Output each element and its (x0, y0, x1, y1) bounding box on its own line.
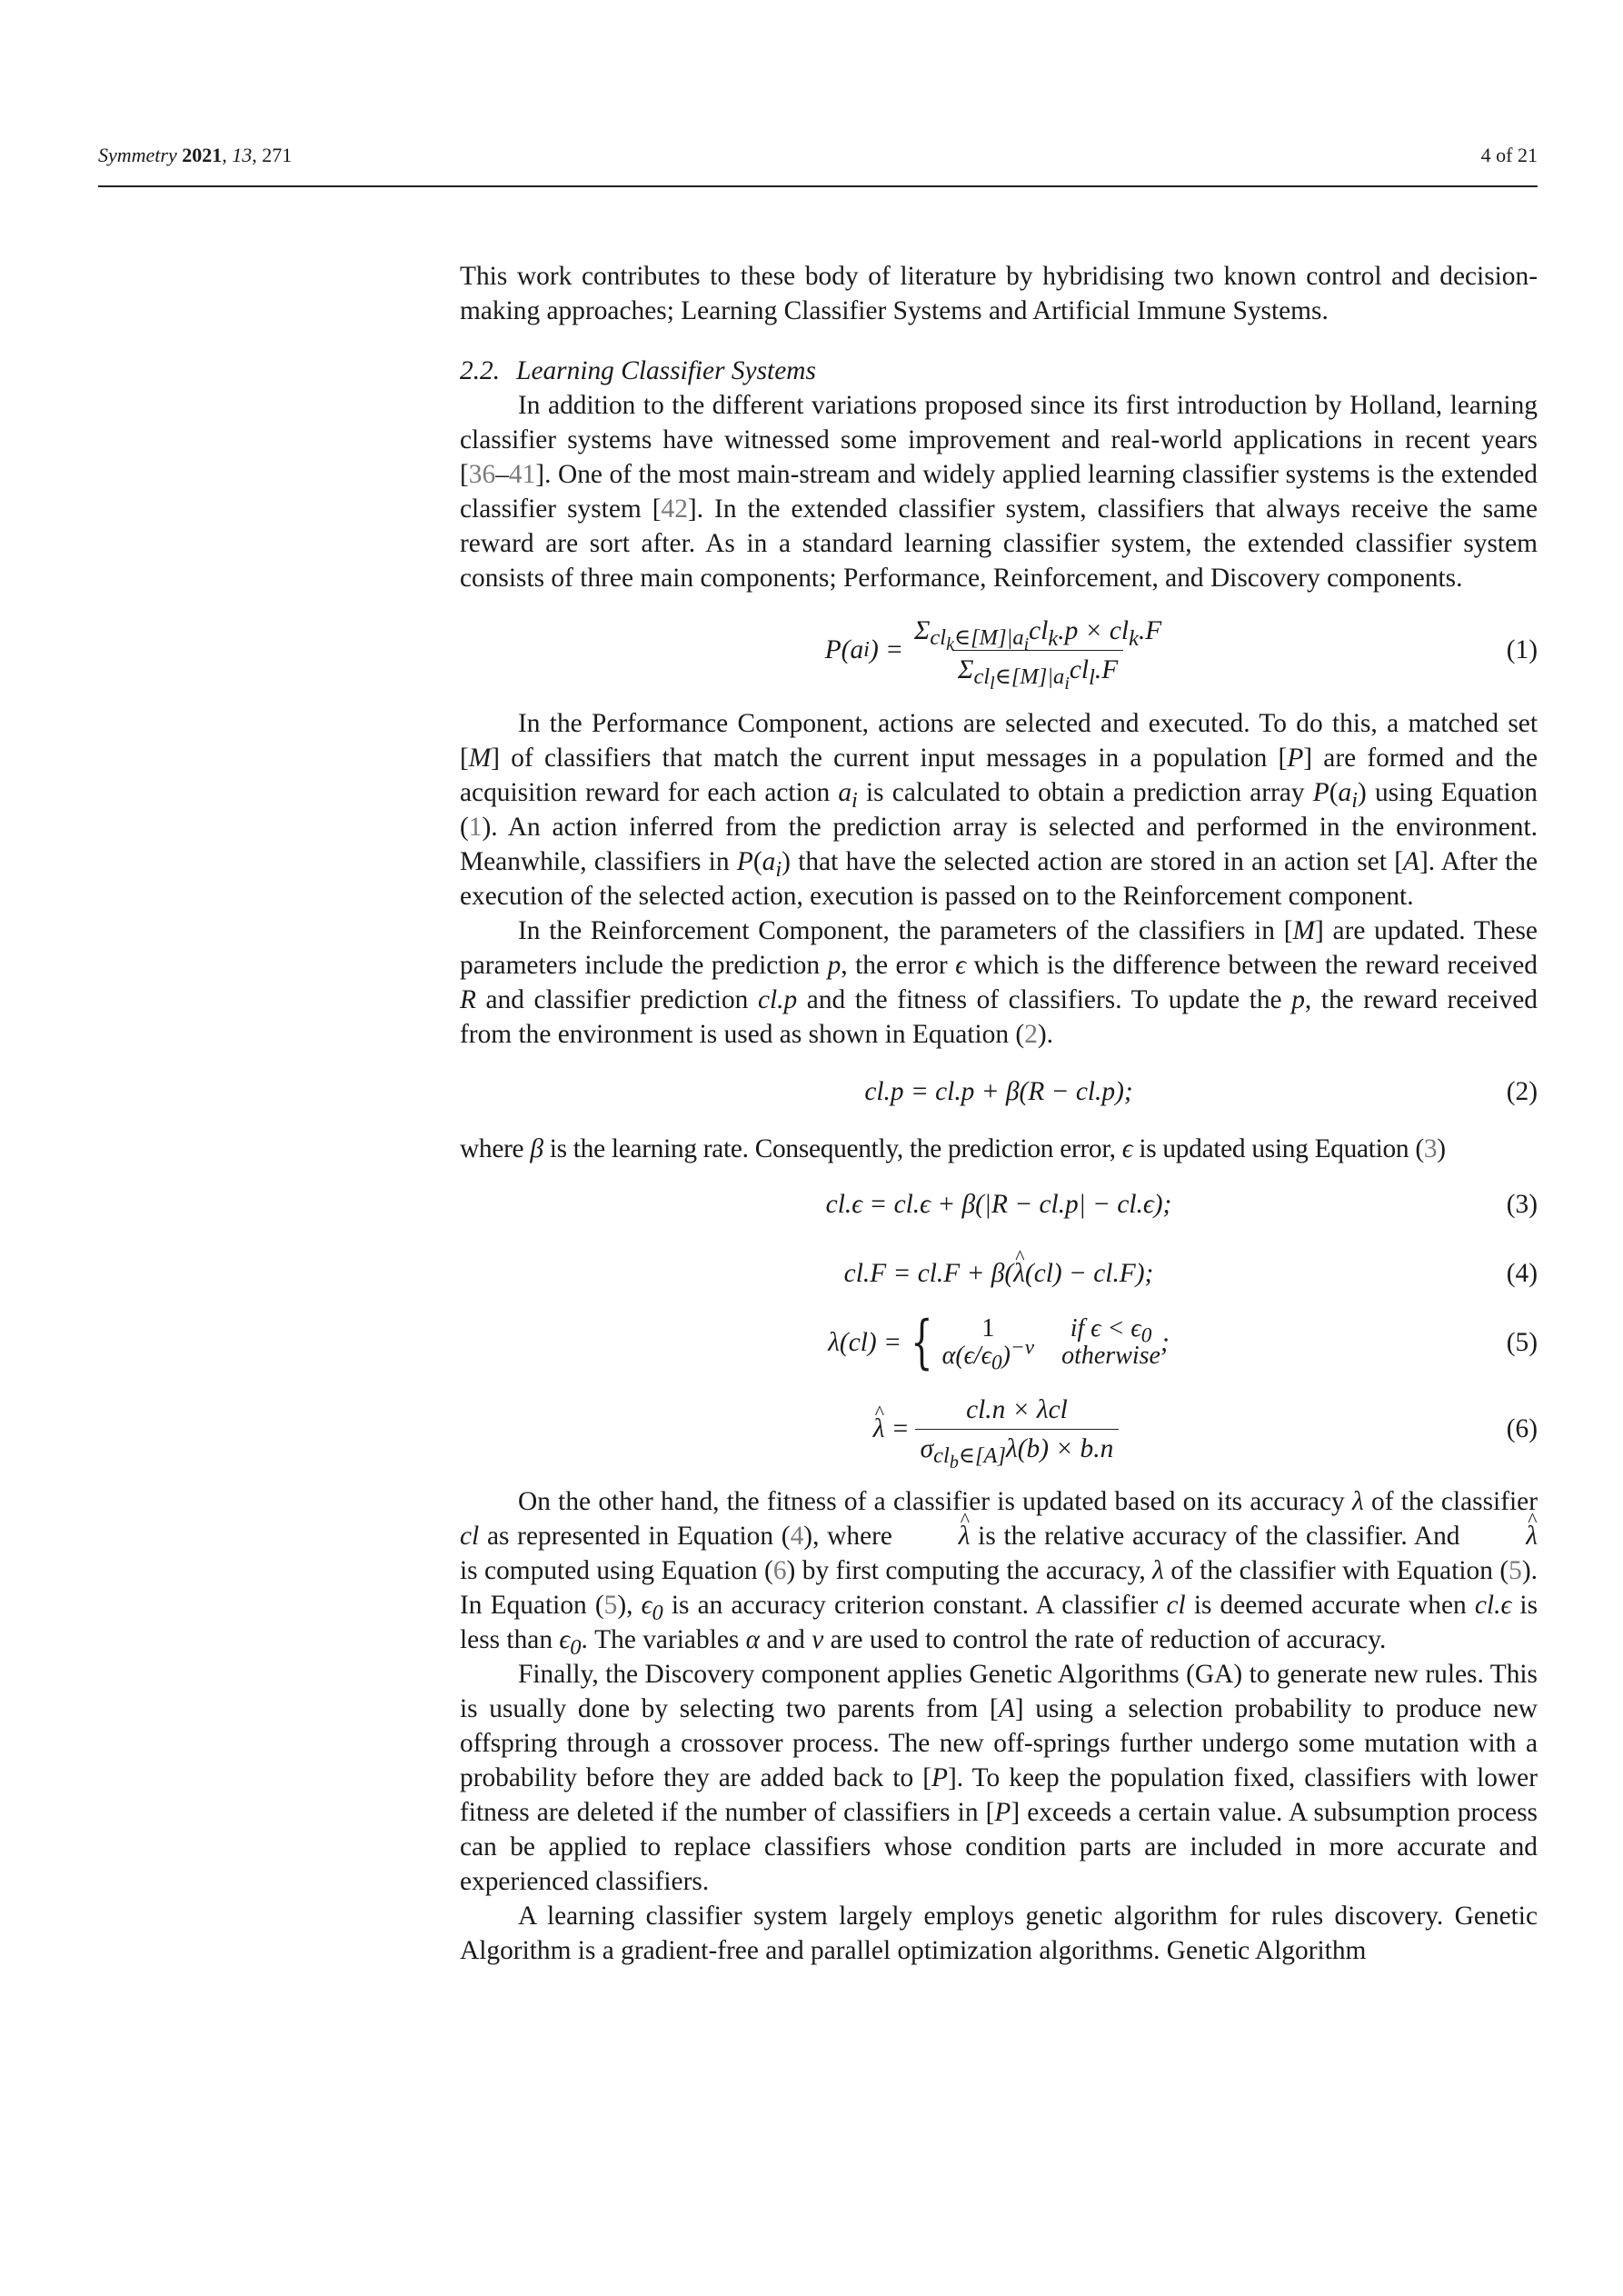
equation-link[interactable]: 3 (1423, 1134, 1438, 1163)
citation-link[interactable]: 36 (468, 460, 496, 489)
case-value: 1 (981, 1314, 995, 1343)
journal-name: Symmetry (98, 144, 177, 166)
section-heading (460, 354, 1538, 388)
journal-citation: Symmetry 2021, 13, 271 (98, 144, 293, 166)
equation-link[interactable]: 6 (772, 1556, 787, 1585)
equation-link[interactable]: 2 (1024, 1020, 1038, 1049)
paragraph-genetic-algorithm: A learning classifier system largely employs genetic algorithm for rules discovery. Genetic Algorithm is a gradient-free and parallel optimization algorithms. Genetic Algorithm (460, 1902, 1538, 1965)
citation-link[interactable]: 41 (508, 460, 536, 489)
equation-4: cl.F = cl.F + β(^ λ(cl) − cl.F); (4) (460, 1248, 1538, 1299)
equation-2: cl.p = cl.p + β(R − cl.p); (2) (460, 1064, 1538, 1119)
paragraph-learning-rate: where β is the learning rate. Consequently, the prediction error, ϵ is updated using Equation (3) (460, 1134, 1446, 1163)
equation-number: (3) (1506, 1190, 1538, 1219)
equation-number: (4) (1506, 1259, 1538, 1288)
equation-link[interactable]: 5 (603, 1591, 618, 1620)
paragraph-discovery: Finally, the Discovery component applies Genetic Algorithms (GA) to generate new rules. This is usually done by selecting two parents from [A] using a selection probability to produce new offspring through a crossover process. The new off-springs further undergo some mutation with a probability before they are added back to [P]. To keep the population fixed, classifiers with lower fitness are deleted if the number of classifiers in [P] exceeds a certain value. A subsumption process can be applied to replace classifiers whose condition parts are included in more accurate and experienced classifiers. (460, 1660, 1538, 1896)
section-title: Learning Classifier Systems (516, 356, 816, 385)
paragraph-lcs-intro: In addition to the different variations proposed since its first introduction by Holland, learning classifier systems have witnessed some improvement and real-world applications in recent years [36–41]. One of the most main-stream and widely applied learning classifier systems is the extended classifier system [42]. In the extended classifier system, classifiers that always receive the same reward are sort after. As in a standard learning classifier system, the extended classifier system consists of three main components; Performance, Reinforcement, and Discovery components. (460, 391, 1538, 593)
journal-year: 2021 (182, 144, 223, 166)
equation-number: (6) (1506, 1414, 1538, 1443)
intro-paragraph: This work contributes to these body of literature by hybridising two known control and decision-making approaches; Learning Classifier Systems and Artificial Immune Systems. (460, 262, 1538, 325)
paragraph-fitness: On the other hand, the fitness of a classifier is updated based on its accuracy λ of the classifier cl as represented in Equation (4), where ^ λ is the relative accuracy of the classifier. And ^ λ is computed using Equation (6) by first computing the accuracy, λ of the classifier with Equation (5). In Equation (5), $\epsilon_0$ is an accuracy criterion constant. A classifier cl is deemed accurate when cl.ϵ is less than $\epsilon_0$. The variables α and v are used to control the rate of reduction of accuracy. (460, 1484, 1538, 1657)
equation-link[interactable]: 4 (790, 1522, 804, 1551)
citation-link[interactable]: 42 (661, 494, 688, 524)
equation-link[interactable]: 1 (468, 813, 483, 842)
case-condition: otherwise (1061, 1342, 1160, 1370)
paragraph-reinforcement: In the Reinforcement Component, the parameters of the classifiers in [M] are updated. These parameters include the prediction p, the error ϵ which is the difference between the reward received R and classifier prediction cl.p and the fitness of classifiers. To update the p, the reward received from the environment is used as shown in Equation (2). (460, 916, 1538, 1049)
equation-number: (2) (1506, 1077, 1538, 1106)
page-header (98, 144, 1538, 187)
equation-5: λ(cl) = { 1 if $\epsilon < \epsilon_0$ $\alpha(\epsilon/\epsilon_0)^{-v}$ otherwise ; (5) (828, 1309, 1538, 1376)
equation-3: cl.ϵ = cl.ϵ + β(|R − cl.p| − cl.ϵ); (3) (460, 1179, 1538, 1230)
journal-volume: 13 (232, 144, 253, 166)
equation-6: ^ λ = $\frac{\text{cl.n × λcl}}{\sigma_{cl_b\in[A]}\lambda(b) \times b.n}$ (6) (460, 1388, 1538, 1470)
main-content (460, 259, 1538, 1968)
section-number: 2.2. (460, 356, 501, 385)
paragraph-performance: In the Performance Component, actions are selected and executed. To do this, a matched set [M] of classifiers that match the current input messages in a population [P] are formed and the acquisition reward for each action $a_i$ is calculated to obtain a prediction array $P(a_i)$ using Equation (1). An action inferred from the prediction array is selected and performed in the environment. Meanwhile, classifiers in $P(a_i)$ that have the selected action are stored in an action set [A]. After the execution of the selected action, execution is passed on to the Reinforcement component. (460, 709, 1538, 911)
journal-page-ref: 271 (262, 144, 293, 166)
equation-1: P(a i ) = $\frac{\Sigma_{cl_k\in[M]|a_i}cl_k.p \times cl_k.F}{\Sigma_{cl_l\in[M]|a_i}cl_l.F}$ (1) (824, 615, 1538, 694)
page-number: 4 of 21 (1480, 144, 1538, 166)
equation-number: (5) (1506, 1328, 1538, 1357)
equation-number: (1) (1506, 635, 1538, 664)
equation-link[interactable]: 5 (1508, 1556, 1522, 1585)
